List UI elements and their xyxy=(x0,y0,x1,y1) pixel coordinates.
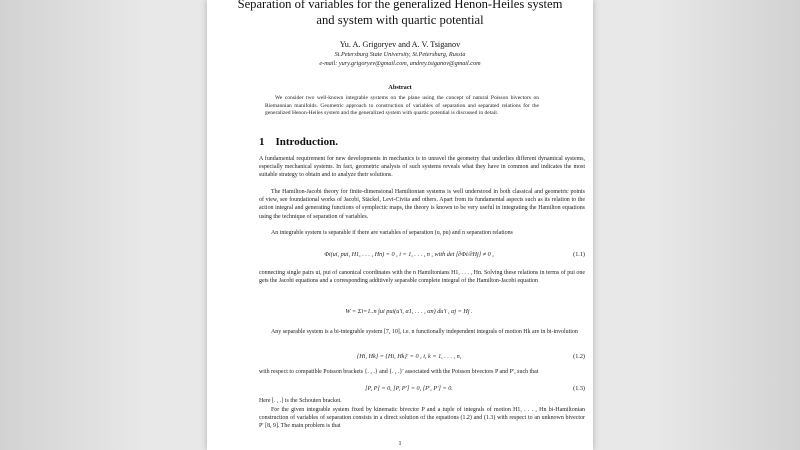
affiliation: St.Petersburg State University, St.Petersburg, Russia xyxy=(334,51,466,58)
equation-1-2 xyxy=(259,353,585,365)
equation-label: (1.3) xyxy=(573,385,585,392)
equation-body: [P, P] = 0, [P, P′] = 0, [P′, P′] = 0. xyxy=(365,385,453,392)
paper-title xyxy=(207,0,593,28)
authors: Yu. A. Grigoryev and A. V. Tsiganov xyxy=(339,40,461,49)
equation-1-3 xyxy=(259,385,585,397)
equation-label: (1.1) xyxy=(573,251,585,258)
equation-integral xyxy=(259,308,585,320)
abstract-heading: Abstract xyxy=(388,84,412,91)
abstract-text: We consider two well-known integrable systems on the plane using the concept of natural Poisson bivectors on Riemannian manifolds. Geometric approach to construction of variables of separation and separated relations for the generalized Henon-Heiles system and the generalized system with quartic potential is discussed in detail. xyxy=(265,95,539,117)
paragraph: Any separable system is a bi-integrable system [7, 10], i.e. n functionally independent integrals of motion Hk are in bi-involution xyxy=(271,329,578,335)
paragraph: A fundamental requirement for new developments in mechanics is to unravel the geometry that underlies different dynamical systems, especially mechanical systems. In fact, geometric analysis of such systems reveals what they have in common and indicates the most suitable strategy to obtain and to analyze their solutions. xyxy=(259,156,585,179)
paragraph: Here [. , .] is the Schouten bracket. xyxy=(259,398,342,404)
title-line-2: and system with quartic potential xyxy=(316,13,484,27)
equation-label: (1.2) xyxy=(573,353,585,360)
equation-body: {Hi, Hk} = {Hi, Hk}′ = 0 , i, k = 1, . . . , n, xyxy=(356,353,462,360)
paragraph: connecting single pairs ui, pui of canonical coordinates with the n Hamiltonians H1, . . . , Hn. Solving these relations in terms of pui one gets the Jacobi equations and a corresponding additively separable complete integral of the Hamilton-Jacobi equation xyxy=(259,270,585,285)
section-heading xyxy=(259,136,338,148)
section-number: 1 xyxy=(259,136,265,148)
equation-body: W = Σi=1..n ∫ui pui(u′i, α1, . . . , αn) du′i , αj = Hj . xyxy=(345,308,473,315)
page-number: 1 xyxy=(398,441,402,447)
paragraph: For the given integrable system fixed by kinematic bivector P and a tuple of integrals of motion H1, . . . , Hn bi-Hamiltonian construction of variables of separation consists in a direct solution of the equations (1.2) and (1.3) with respect to an unknown bivector P′ [8, 9]. The main problem is that xyxy=(259,407,585,430)
section-title: Introduction. xyxy=(275,136,338,148)
paragraph: The Hamilton-Jacobi theory for finite-dimensional Hamiltonian systems is well understood in both classical and geometric points of view, see foundational works of Jacobi, Stäckel, Levi-Civita and others. Apart from its fundamental aspects such as its relation to the action integral and generating functions of symplectic maps, the theory is known to be very useful in integrating the Hamilton equations using the technique of separation of variables. xyxy=(259,189,585,220)
paper-page xyxy=(207,0,593,450)
equation-body: Φi(ui, pui, H1, . . . , Hn) = 0 , i = 1, . . . , n , with det [∂Φi/∂Hj] ≠ 0 , xyxy=(324,251,494,258)
equation-1-1 xyxy=(259,251,585,263)
title-line-1: Separation of variables for the generalized Henon-Heiles system xyxy=(237,0,563,11)
email: e-mail: yury.grigoryev@gmail.com, andrey.tsiganov@gmail.com xyxy=(319,60,481,67)
paragraph: with respect to compatible Poisson brackets {. , .} and {. , .}′ associated with the Poisson bivectors P and P′, such that xyxy=(259,369,539,375)
paragraph: An integrable system is separable if there are variables of separation (u, pu) and n separation relations xyxy=(271,230,513,236)
